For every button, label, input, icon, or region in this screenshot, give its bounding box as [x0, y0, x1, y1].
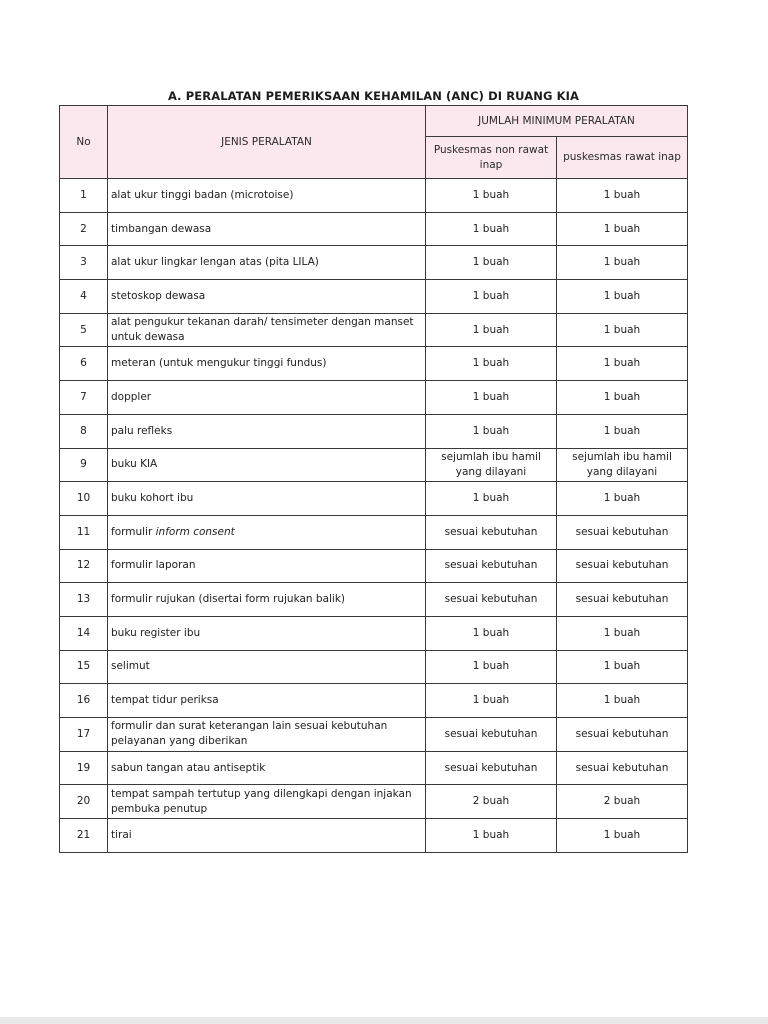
table-row [60, 280, 688, 314]
table-row [60, 179, 688, 213]
row-number: 4 [60, 280, 108, 314]
table-row [60, 212, 688, 246]
qty-non-rawat-inap: 1 buah [426, 280, 557, 314]
qty-non-rawat-inap: 1 buah [426, 482, 557, 516]
equipment-name: alat ukur lingkar lengan atas (pita LILA) [108, 246, 426, 280]
table-row [60, 718, 688, 752]
row-number: 19 [60, 751, 108, 785]
qty-non-rawat-inap: 1 buah [426, 179, 557, 213]
table-row [60, 246, 688, 280]
equipment-name-italic: inform consent [155, 525, 235, 538]
qty-rawat-inap: 1 buah [557, 414, 688, 448]
row-number: 14 [60, 616, 108, 650]
qty-rawat-inap: 2 buah [557, 785, 688, 819]
equipment-name: alat ukur tinggi badan (microtoise) [108, 179, 426, 213]
equipment-name: doppler [108, 381, 426, 415]
qty-non-rawat-inap: sesuai kebutuhan [426, 583, 557, 617]
table-header [60, 106, 688, 179]
qty-non-rawat-inap: 1 buah [426, 819, 557, 853]
equipment-name: alat pengukur tekanan darah/ tensimeter dengan manset untuk dewasa [108, 313, 426, 347]
table-row [60, 347, 688, 381]
equipment-name: formulir laporan [108, 549, 426, 583]
row-number: 15 [60, 650, 108, 684]
qty-non-rawat-inap: 1 buah [426, 347, 557, 381]
equipment-name: buku register ibu [108, 616, 426, 650]
table-row [60, 313, 688, 347]
qty-non-rawat-inap: 1 buah [426, 381, 557, 415]
equipment-name: stetoskop dewasa [108, 280, 426, 314]
equipment-name: buku kohort ibu [108, 482, 426, 516]
qty-non-rawat-inap: 1 buah [426, 414, 557, 448]
row-number: 11 [60, 515, 108, 549]
equipment-name: buku KIA [108, 448, 426, 482]
qty-non-rawat-inap: 2 buah [426, 785, 557, 819]
qty-rawat-inap: 1 buah [557, 819, 688, 853]
equipment-name: tempat tidur periksa [108, 684, 426, 718]
qty-rawat-inap: sesuai kebutuhan [557, 549, 688, 583]
qty-rawat-inap: 1 buah [557, 179, 688, 213]
qty-rawat-inap: sejumlah ibu hamil yang dilayani [557, 448, 688, 482]
qty-non-rawat-inap: 1 buah [426, 212, 557, 246]
row-number: 12 [60, 549, 108, 583]
equipment-table [59, 105, 688, 853]
row-number: 17 [60, 718, 108, 752]
table-row [60, 751, 688, 785]
table-row [60, 583, 688, 617]
row-number: 10 [60, 482, 108, 516]
equipment-name: palu refleks [108, 414, 426, 448]
header-no: No [60, 106, 108, 179]
header-jumlah-minimum: JUMLAH MINIMUM PERALATAN [426, 106, 688, 137]
qty-non-rawat-inap: sesuai kebutuhan [426, 549, 557, 583]
table-row [60, 684, 688, 718]
qty-rawat-inap: 1 buah [557, 616, 688, 650]
table-row [60, 448, 688, 482]
qty-non-rawat-inap: 1 buah [426, 616, 557, 650]
table-body [60, 179, 688, 853]
qty-rawat-inap: 1 buah [557, 246, 688, 280]
equipment-name: formulir dan surat keterangan lain sesuai kebutuhan pelayanan yang diberikan [108, 718, 426, 752]
qty-non-rawat-inap: 1 buah [426, 684, 557, 718]
qty-rawat-inap: 1 buah [557, 212, 688, 246]
page-title: A. PERALATAN PEMERIKSAAN KEHAMILAN (ANC) DI RUANG KIA [167, 89, 580, 103]
table-row [60, 819, 688, 853]
row-number: 6 [60, 347, 108, 381]
row-number: 3 [60, 246, 108, 280]
row-number: 7 [60, 381, 108, 415]
qty-non-rawat-inap: sesuai kebutuhan [426, 751, 557, 785]
row-number: 13 [60, 583, 108, 617]
row-number: 9 [60, 448, 108, 482]
table-row [60, 414, 688, 448]
qty-non-rawat-inap: sesuai kebutuhan [426, 515, 557, 549]
qty-non-rawat-inap: 1 buah [426, 246, 557, 280]
equipment-name: sabun tangan atau antiseptik [108, 751, 426, 785]
table-row [60, 482, 688, 516]
scan-edge [0, 1017, 768, 1024]
qty-rawat-inap: 1 buah [557, 482, 688, 516]
equipment-name: meteran (untuk mengukur tinggi fundus) [108, 347, 426, 381]
row-number: 1 [60, 179, 108, 213]
qty-non-rawat-inap: sejumlah ibu hamil yang dilayani [426, 448, 557, 482]
qty-non-rawat-inap: sesuai kebutuhan [426, 718, 557, 752]
qty-rawat-inap: 1 buah [557, 280, 688, 314]
equipment-name: tempat sampah tertutup yang dilengkapi dengan injakan pembuka penutup [108, 785, 426, 819]
qty-rawat-inap: sesuai kebutuhan [557, 751, 688, 785]
header-jenis-peralatan: JENIS PERALATAN [108, 106, 426, 179]
qty-rawat-inap: 1 buah [557, 347, 688, 381]
row-number: 2 [60, 212, 108, 246]
row-number: 8 [60, 414, 108, 448]
qty-non-rawat-inap: 1 buah [426, 313, 557, 347]
equipment-name: selimut [108, 650, 426, 684]
equipment-name: tirai [108, 819, 426, 853]
qty-rawat-inap: 1 buah [557, 684, 688, 718]
qty-rawat-inap: sesuai kebutuhan [557, 515, 688, 549]
qty-rawat-inap: 1 buah [557, 381, 688, 415]
table-row [60, 616, 688, 650]
equipment-name [108, 515, 426, 549]
header-puskesmas-non-rawat-inap: Puskesmas non rawat inap [426, 137, 557, 179]
equipment-name: timbangan dewasa [108, 212, 426, 246]
qty-rawat-inap: 1 buah [557, 650, 688, 684]
qty-rawat-inap: sesuai kebutuhan [557, 718, 688, 752]
equipment-name-text: formulir [111, 525, 156, 538]
table-row [60, 650, 688, 684]
table-row [60, 381, 688, 415]
row-number: 16 [60, 684, 108, 718]
row-number: 20 [60, 785, 108, 819]
qty-rawat-inap: sesuai kebutuhan [557, 583, 688, 617]
row-number: 5 [60, 313, 108, 347]
equipment-name: formulir rujukan (disertai form rujukan balik) [108, 583, 426, 617]
qty-rawat-inap: 1 buah [557, 313, 688, 347]
table-row [60, 549, 688, 583]
table-row [60, 515, 688, 549]
qty-non-rawat-inap: 1 buah [426, 650, 557, 684]
row-number: 21 [60, 819, 108, 853]
table-row [60, 785, 688, 819]
header-puskesmas-rawat-inap: puskesmas rawat inap [557, 137, 688, 179]
